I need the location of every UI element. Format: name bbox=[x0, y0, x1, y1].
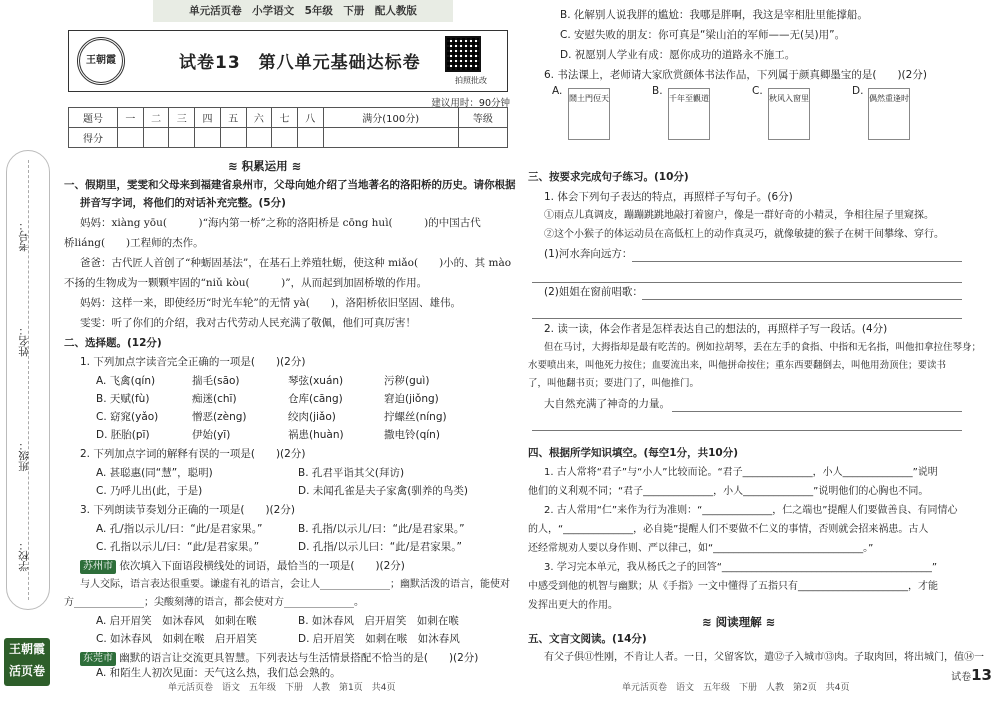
dialogue-line: 雯雯：听了你们的介绍，我对古代劳动人民充满了敬佩，他们可真厉害！ bbox=[80, 317, 416, 329]
option: A. 孔/指以示儿/曰：“此/是君家果。” bbox=[96, 523, 263, 535]
fill-line: 2. 古人常用“仁”来作为行为准则：“______________，仁之端也”提醒人们要做善良、有同情心 bbox=[544, 505, 958, 516]
passage: 但在马讨，大拇指却是最有吃苦的。例如拉胡琴，丢在左手的食指、中指和无名指，叫他扣拿拉住琴身； bbox=[544, 342, 982, 353]
question: 2. 下列加点字词的解释有误的一项是( )(2分) bbox=[80, 448, 306, 460]
right-page bbox=[522, 0, 1000, 707]
calligraphy-b: 千年至觀道 bbox=[668, 88, 710, 140]
option-label: D. bbox=[852, 85, 864, 97]
dialogue-line: 桥liáng( )工程师的杰作。 bbox=[64, 237, 204, 249]
seal-logo: 王朝霞 bbox=[77, 37, 125, 85]
option-row: A. 启开眉笑 如沐春风 如刺在喉 B. 如沐春风 启开眉笑 如刺在喉 bbox=[96, 615, 459, 627]
calligraphy-c: 秋风入窗里 bbox=[768, 88, 810, 140]
option: D. 未闻孔雀是夫子家禽(驯养的鸟类) bbox=[298, 485, 468, 497]
dialogue-line: 爸爸：古代匠人首创了“种蛎固基法”，在基石上养殖牡蛎，使这种 miǎo( )小的、其 mào bbox=[80, 257, 512, 269]
page-footer: 单元活页卷 语文 五年级 下册 人教 第2页 共4页 bbox=[622, 683, 850, 693]
binding-spine bbox=[0, 0, 58, 707]
fill-line: 中感受到他的机智与幽默；从《手指》一文中懂得了五指只有______________________，才能 bbox=[528, 581, 938, 592]
question: 6. 书法课上，老师请大家欣赏颜体书法作品，下列属于颜真卿墨宝的是( )(2分) bbox=[544, 69, 927, 81]
answer-line[interactable] bbox=[532, 430, 962, 431]
prompt: 大自然充满了神奇的力量。 bbox=[544, 398, 670, 410]
prompt: (2)姐姐在窗前唱歌： bbox=[544, 286, 643, 298]
fill-line: 发挥出更大的作用。 bbox=[528, 600, 618, 611]
q2-title: 二、选择题。(12分) bbox=[64, 337, 162, 349]
question: 苏州市 依次填入下面语段横线处的词语，最恰当的一项是( )(2分) bbox=[80, 559, 405, 574]
option: B. 孔指/以示儿/曰：“此/是君家果。” bbox=[298, 523, 465, 535]
qr-code-icon[interactable] bbox=[445, 36, 481, 72]
option-label: B. bbox=[652, 85, 663, 97]
passage: 与人交际，语言表达很重要。谦虚有礼的语言，会让人______________；幽默活泼的语言，能使对 bbox=[80, 579, 510, 590]
fill-line: 3. 学习完本单元，我从杨氏之子的回答“__________________________________________” bbox=[544, 562, 938, 573]
region-tag: 苏州市 bbox=[80, 560, 116, 574]
example: ②这个小猴子的体运动员在高低杠上的动作真灵巧，就像敏捷的猴子在树干间攀缘、穿行。 bbox=[544, 229, 944, 240]
question: 东莞市 幽默的语言让交流更具智慧。下列表达与生活情景搭配不恰当的是( )(2分) bbox=[80, 651, 478, 666]
option: C. 乃呼儿出(此，于是) bbox=[96, 485, 203, 497]
prompt: (1)河水奔向远方： bbox=[544, 248, 633, 260]
option: D. 祝愿别人学业有成：愿你成功的道路永不施工。 bbox=[560, 49, 796, 61]
dialogue-line: 妈妈：这样一来，即使经历“时光车轮”的无情 yà( )，洛阳桥依旧坚固、雄伟。 bbox=[80, 297, 461, 309]
school-label: 学校： bbox=[18, 540, 30, 572]
page-footer: 单元活页卷 语文 五年级 下册 人教 第1页 共4页 bbox=[168, 683, 396, 693]
option-row: D. 胚胎(pī) 伊始(yī) 祸患(huàn) 撒电铃(qín) bbox=[96, 429, 440, 441]
title-box bbox=[68, 30, 508, 92]
q5-title: 五、文言文阅读。(14分) bbox=[528, 633, 647, 645]
option: C. 孔指以示儿/曰：“此/是君家果。” bbox=[96, 541, 260, 553]
passage: 水要喷出来，叫他死力按住；血要流出来，叫他拼命按住；重东西要翻倒去，叫他用劲顶住；要读书 bbox=[528, 360, 947, 371]
page-title: 试卷13 第八单元基础达标卷 bbox=[179, 53, 421, 73]
calligraphy-a: 鬧土門侸天 bbox=[568, 88, 610, 140]
example: ①雨点儿真调皮，蹦蹦跳跳地敲打着窗户，像是一群好奇的小精灵，争相往屋子里窥探。 bbox=[544, 210, 934, 221]
dialogue-line: 妈妈：xiàng yōu( )“海内第一桥”之称的洛阳桥是 cōng huì( )的中国古代 bbox=[80, 217, 481, 229]
passage: 有父子俱⑪性刚，不肯让人者。一日，父留客饮，遣⑫子入城市⑬肉。子取肉回，将出城门，值⑭一 bbox=[544, 652, 984, 663]
answer-line[interactable] bbox=[532, 318, 962, 319]
fill-line: 他们的义利观不同；“君子______________，小人______________”说明他们的心胸也不同。 bbox=[528, 486, 929, 497]
fill-line: 的人，“______________，必自毙”提醒人们不要做不仁义的事情，否则就会招来祸患。古人 bbox=[528, 524, 929, 535]
answer-line[interactable] bbox=[532, 282, 962, 283]
option: B. 孔君平诣其父(拜访) bbox=[298, 467, 405, 479]
score-table: 题号 一 二 三 四 五 六 七 八 满分(100分) 等级 得分 bbox=[68, 107, 508, 148]
question: 2. 读一读，体会作者是怎样表达自己的想法的，再照样子写一段话。(4分) bbox=[544, 323, 888, 335]
question: 3. 下列朗读节奏划分正确的一项是( )(2分) bbox=[80, 504, 295, 516]
passage: 了，叫他翻书页；要进门了，叫他推门。 bbox=[528, 378, 700, 389]
option-label: A. bbox=[552, 85, 563, 97]
fill-line: 1. 古人常将“君子”与“小人”比较而论。“君子______________，小人______________”说明 bbox=[544, 467, 938, 478]
fill-line: 还经常规劝人要以身作则、严以律己，如“______________________________。” bbox=[528, 543, 874, 554]
option-row: C. 窈窕(yǎo) 憎恶(zèng) 绞肉(jiǎo) 拧螺丝(níng) bbox=[96, 411, 447, 423]
option-label: C. bbox=[752, 85, 763, 97]
dialogue-line: 不扬的生物成为一颗颗牢固的“niǔ kòu( )”，从而起到加固桥墩的作用。 bbox=[64, 277, 428, 289]
option-row: A. 飞禽(qín) 揣毛(sāo) 琴弦(xuán) 污秽(guì) bbox=[96, 375, 430, 387]
option-row: C. 如沐春风 如刺在喉 启开眉笑 D. 启开眉笑 如刺在喉 如沐春风 bbox=[96, 633, 460, 645]
region-tag: 东莞市 bbox=[80, 652, 116, 666]
qr-label: 拍照批改 bbox=[455, 76, 487, 85]
q3-title: 三、按要求完成句子练习。(10分) bbox=[528, 171, 689, 183]
option: C. 安慰失败的朋友：你可真是“梁山泊的军师——无(吴)用”。 bbox=[560, 29, 846, 41]
passage: 方______________；尖酸刻薄的语言，都会使对方______________。 bbox=[64, 597, 364, 608]
brand-logo: 王朝霞 活页卷 bbox=[4, 638, 50, 686]
answer-line[interactable] bbox=[632, 261, 962, 262]
q4-title: 四、根据所学知识填空。(每空1分，共10分) bbox=[528, 447, 739, 459]
paper-number: 试卷13 bbox=[951, 666, 992, 684]
question: 1. 体会下列句子表达的特点，再照样子写句子。(6分) bbox=[544, 191, 793, 203]
kaohao-label: 考号： bbox=[18, 220, 30, 252]
section-banner: ≋ 积累运用 ≋ bbox=[228, 159, 302, 173]
q1-title-2: 拼音写字词，将他们的对话补充完整。(5分) bbox=[80, 197, 286, 209]
q1-title: 一、假期里，雯雯和父母来到福建省泉州市，父母向她介绍了当地著名的洛阳桥的历史。请你根据 bbox=[64, 179, 516, 191]
suggested-time: 建议用时：90分钟 bbox=[431, 98, 510, 109]
left-page bbox=[58, 0, 516, 707]
option: D. 孔指/以示儿曰：“此/是君家果。” bbox=[298, 541, 462, 553]
series-bar: 单元活页卷 小学语文 5年级 下册 配人教版 bbox=[153, 0, 453, 22]
option: A. 和陌生人初次见面：天气这么热，我们总会熟的。 bbox=[96, 667, 341, 679]
calligraphy-d: 偶然重逢时 bbox=[868, 88, 910, 140]
option: B. 化解别人说我胖的尴尬：我哪是胖啊，我这是宰相肚里能撑船。 bbox=[560, 9, 868, 21]
option: A. 甚聪惠(同“慧”，聪明) bbox=[96, 467, 213, 479]
question: 1. 下列加点字读音完全正确的一项是( )(2分) bbox=[80, 356, 306, 368]
answer-line[interactable] bbox=[672, 411, 962, 412]
answer-line[interactable] bbox=[642, 299, 962, 300]
class-label: 班级： bbox=[18, 440, 30, 472]
option-row: B. 天赋(fù) 痴迷(chī) 仓库(cāng) 窘迫(jiǒng) bbox=[96, 393, 439, 405]
name-label: 姓名： bbox=[18, 325, 30, 357]
section-banner: ≋ 阅读理解 ≋ bbox=[702, 615, 776, 629]
